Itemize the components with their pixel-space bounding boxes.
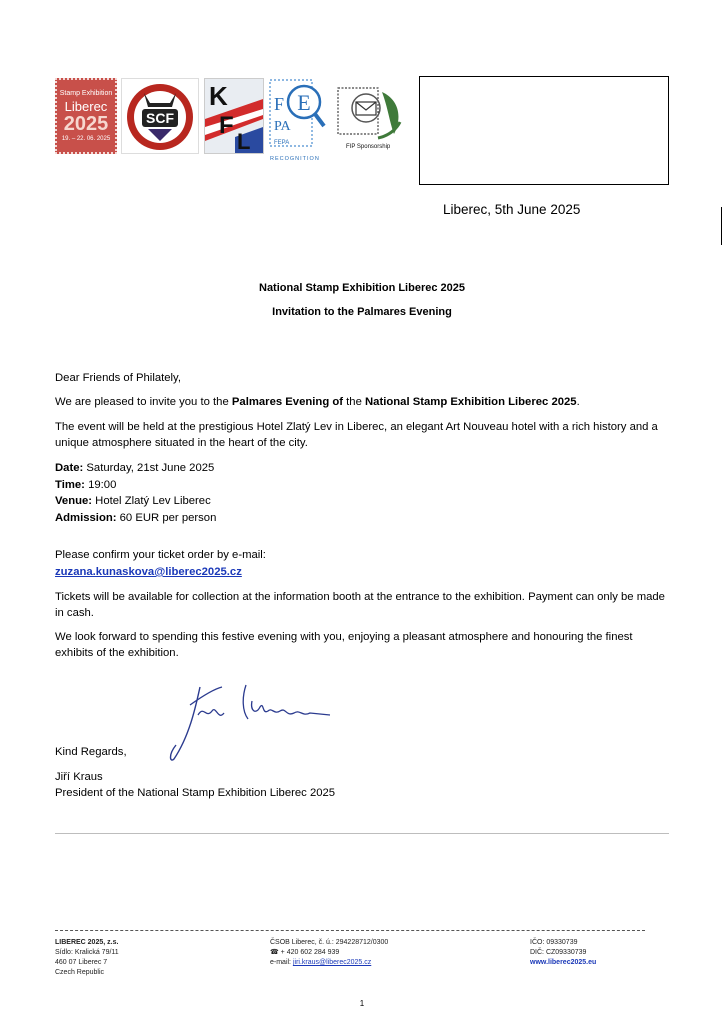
kind-regards: Kind Regards, (55, 746, 127, 758)
fip-sponsorship-logo (334, 78, 410, 154)
venue-paragraph: The event will be held at the prestigious Hotel Zlatý Lev in Liberec, an elegant Art Nouveau hotel with a rich history and a unique atmosphere situated in the heart of the city. (55, 421, 658, 449)
svg-text:E: E (297, 90, 311, 115)
fepa-caption: RECOGNITION (270, 156, 320, 162)
signer-title: President of the National Stamp Exhibition Liberec 2025 (55, 787, 336, 799)
detail-label: Admission: (55, 511, 117, 524)
detail-admission (55, 510, 670, 527)
footer-address (55, 938, 119, 978)
footer-country: Czech Republic (55, 969, 105, 976)
footer-ids (530, 938, 596, 968)
p1-text-a: We are pleased to invite you to the (55, 396, 232, 408)
signer-name: Jiří Kraus (55, 771, 103, 783)
contact-email-link[interactable]: zuzana.kunaskova@liberec2025.cz (55, 566, 242, 578)
closing-paragraph: We look forward to spending this festive evening with you, enjoying a pleasant atmosphere and honouring the finest exhibits of the exhibition. (55, 631, 633, 659)
detail-value: 19:00 (84, 478, 117, 491)
detail-time (55, 477, 670, 494)
kfl-logo (204, 78, 264, 154)
footer-email-label: e-mail: (270, 959, 293, 966)
logo-stamp-exhibition: Stamp Exhibition (59, 90, 113, 97)
letter-date: Liberec, 5th June 2025 (443, 202, 581, 217)
event-details (55, 460, 670, 526)
detail-label: Date: (55, 462, 84, 474)
kfl-l: L (237, 129, 251, 153)
footer-org-name: LIBEREC 2025, z.s. (55, 939, 119, 946)
footer-ico: IČO: 09330739 (530, 939, 578, 946)
kfl-k: K (209, 81, 228, 111)
footer-contact (270, 938, 388, 968)
detail-label: Venue: (55, 495, 93, 507)
footer-website-link[interactable]: www.liberec2025.eu (530, 959, 597, 966)
page-number: 1 (359, 999, 365, 1008)
p1-text-c: the (343, 396, 366, 408)
invitation-paragraph (55, 395, 670, 411)
logo-year: 2025 (63, 113, 109, 135)
detail-label: Time: (55, 478, 85, 491)
svg-text:F: F (274, 94, 285, 114)
fepa-logo (268, 78, 328, 162)
letter-subtitle: Invitation to the Palmares Evening (272, 306, 452, 318)
liberec-2025-logo (55, 78, 117, 154)
tickets-paragraph: Tickets will be available for collection at the information booth at the entrance to the exhibition. Payment can only be made in cash. (55, 591, 665, 619)
confirm-text: Please confirm your ticket order by e-mail: (55, 549, 266, 561)
p1-event-name: Palmares Evening of (231, 396, 344, 408)
svg-text:FEPA: FEPA (274, 140, 290, 146)
detail-date (55, 460, 670, 477)
detail-venue (55, 493, 670, 510)
svg-text:PA: PA (274, 119, 291, 134)
footer-dic: DIČ: CZ09330739 (530, 949, 587, 956)
fip-caption: FIP Sponsorship (346, 144, 391, 150)
detail-value: 60 EUR per person (116, 511, 217, 524)
address-window-box (419, 76, 669, 185)
footer-bank: ČSOB Liberec, č. ú.: 294228712/0300 (270, 939, 389, 946)
p1-text-e: . (576, 396, 580, 408)
detail-value: Saturday, 21st June 2025 (83, 462, 215, 474)
divider (55, 833, 669, 834)
greeting: Dear Friends of Philately, (55, 372, 181, 384)
footer-postcode: 460 07 Liberec 7 (55, 959, 108, 966)
logo-dates: 19. – 22. 06. 2025 (61, 136, 111, 142)
letter-title: National Stamp Exhibition Liberec 2025 (259, 282, 465, 294)
footer-divider (55, 930, 645, 931)
kfl-f: F (219, 112, 234, 139)
footer-seat: Sídlo: Kralická 79/11 (55, 949, 119, 956)
footer-email-link[interactable]: jiri.kraus@liberec2025.cz (292, 959, 372, 966)
p1-exhibition-name: National Stamp Exhibition Liberec 2025 (365, 396, 577, 408)
scf-logo (121, 78, 199, 154)
detail-value: Hotel Zlatý Lev Liberec (92, 495, 211, 507)
scf-text: SCF (146, 110, 174, 126)
footer-email (270, 958, 388, 968)
footer-phone: ☎ + 420 602 284 939 (270, 949, 340, 956)
logo-city: Liberec (64, 99, 108, 114)
